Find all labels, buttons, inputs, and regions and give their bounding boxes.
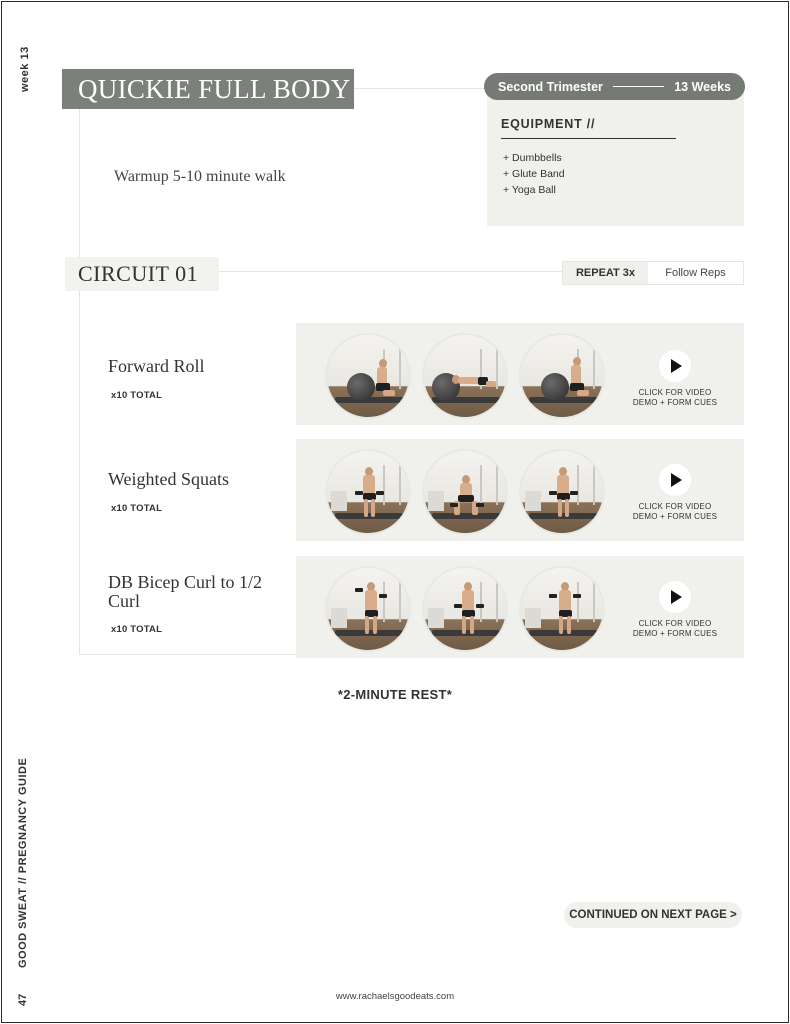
video-link[interactable] [620,581,730,638]
exercise-photo[interactable] [519,333,605,419]
footer-url[interactable]: www.rachaelsgoodeats.com [335,991,455,1002]
trimester-label: Second Trimester [498,79,603,94]
exercise-video-strip[interactable] [296,323,744,425]
trimester-badge [484,73,745,100]
play-icon[interactable] [659,350,691,382]
exercise-photo[interactable] [519,449,605,535]
side-guide-label: GOOD SWEAT // PREGNANCY GUIDE [17,757,29,968]
workout-title: QUICKIE FULL BODY [62,69,354,109]
equipment-item: + Glute Band [503,168,565,180]
equipment-title: EQUIPMENT // [501,117,596,131]
exercise-name: Weighted Squats [108,469,230,489]
video-link[interactable] [620,350,730,407]
exercise-reps: x10 TOTAL [111,503,163,514]
exercise-video-strip[interactable] [296,556,744,658]
video-link[interactable] [620,464,730,521]
video-cta: CLICK FOR VIDEO DEMO + FORM CUES [632,502,718,521]
rest-note: *2-MINUTE REST* [337,687,453,702]
exercise-photo[interactable] [325,333,411,419]
equipment-list [503,150,565,198]
follow-reps: Follow Reps [648,262,743,284]
trimester-dash [613,86,664,87]
exercise-name: DB Bicep Curl to 1/2 Curl [108,572,262,611]
exercise-photo[interactable] [422,449,508,535]
play-icon[interactable] [659,581,691,613]
video-cta: CLICK FOR VIDEO DEMO + FORM CUES [632,388,718,407]
page-number: 47 [17,993,29,1006]
circuit-title: CIRCUIT 01 [65,257,219,291]
video-cta: CLICK FOR VIDEO DEMO + FORM CUES [632,619,718,638]
equipment-item: + Yoga Ball [503,184,556,196]
trimester-weeks: 13 Weeks [674,79,731,94]
exercise-photo[interactable] [422,333,508,419]
equipment-divider [501,138,676,139]
play-icon[interactable] [659,464,691,496]
exercise-photo[interactable] [325,449,411,535]
warmup-text: Warmup 5-10 minute walk [114,168,286,185]
exercise-photo[interactable] [422,566,508,652]
equipment-item: + Dumbbells [503,152,562,164]
circuit-divider [219,271,563,272]
title-divider [354,88,485,89]
repeat-count: REPEAT 3x [563,262,648,284]
repeat-badge [562,261,744,285]
exercise-video-strip[interactable] [296,439,744,541]
exercise-photo[interactable] [325,566,411,652]
continued-next-page-link[interactable]: CONTINUED ON NEXT PAGE > [564,902,742,928]
exercise-name: Forward Roll [108,356,205,376]
exercise-photo[interactable] [519,566,605,652]
exercise-reps: x10 TOTAL [111,624,163,635]
exercise-reps: x10 TOTAL [111,390,163,401]
side-week-label: week 13 [19,46,31,92]
